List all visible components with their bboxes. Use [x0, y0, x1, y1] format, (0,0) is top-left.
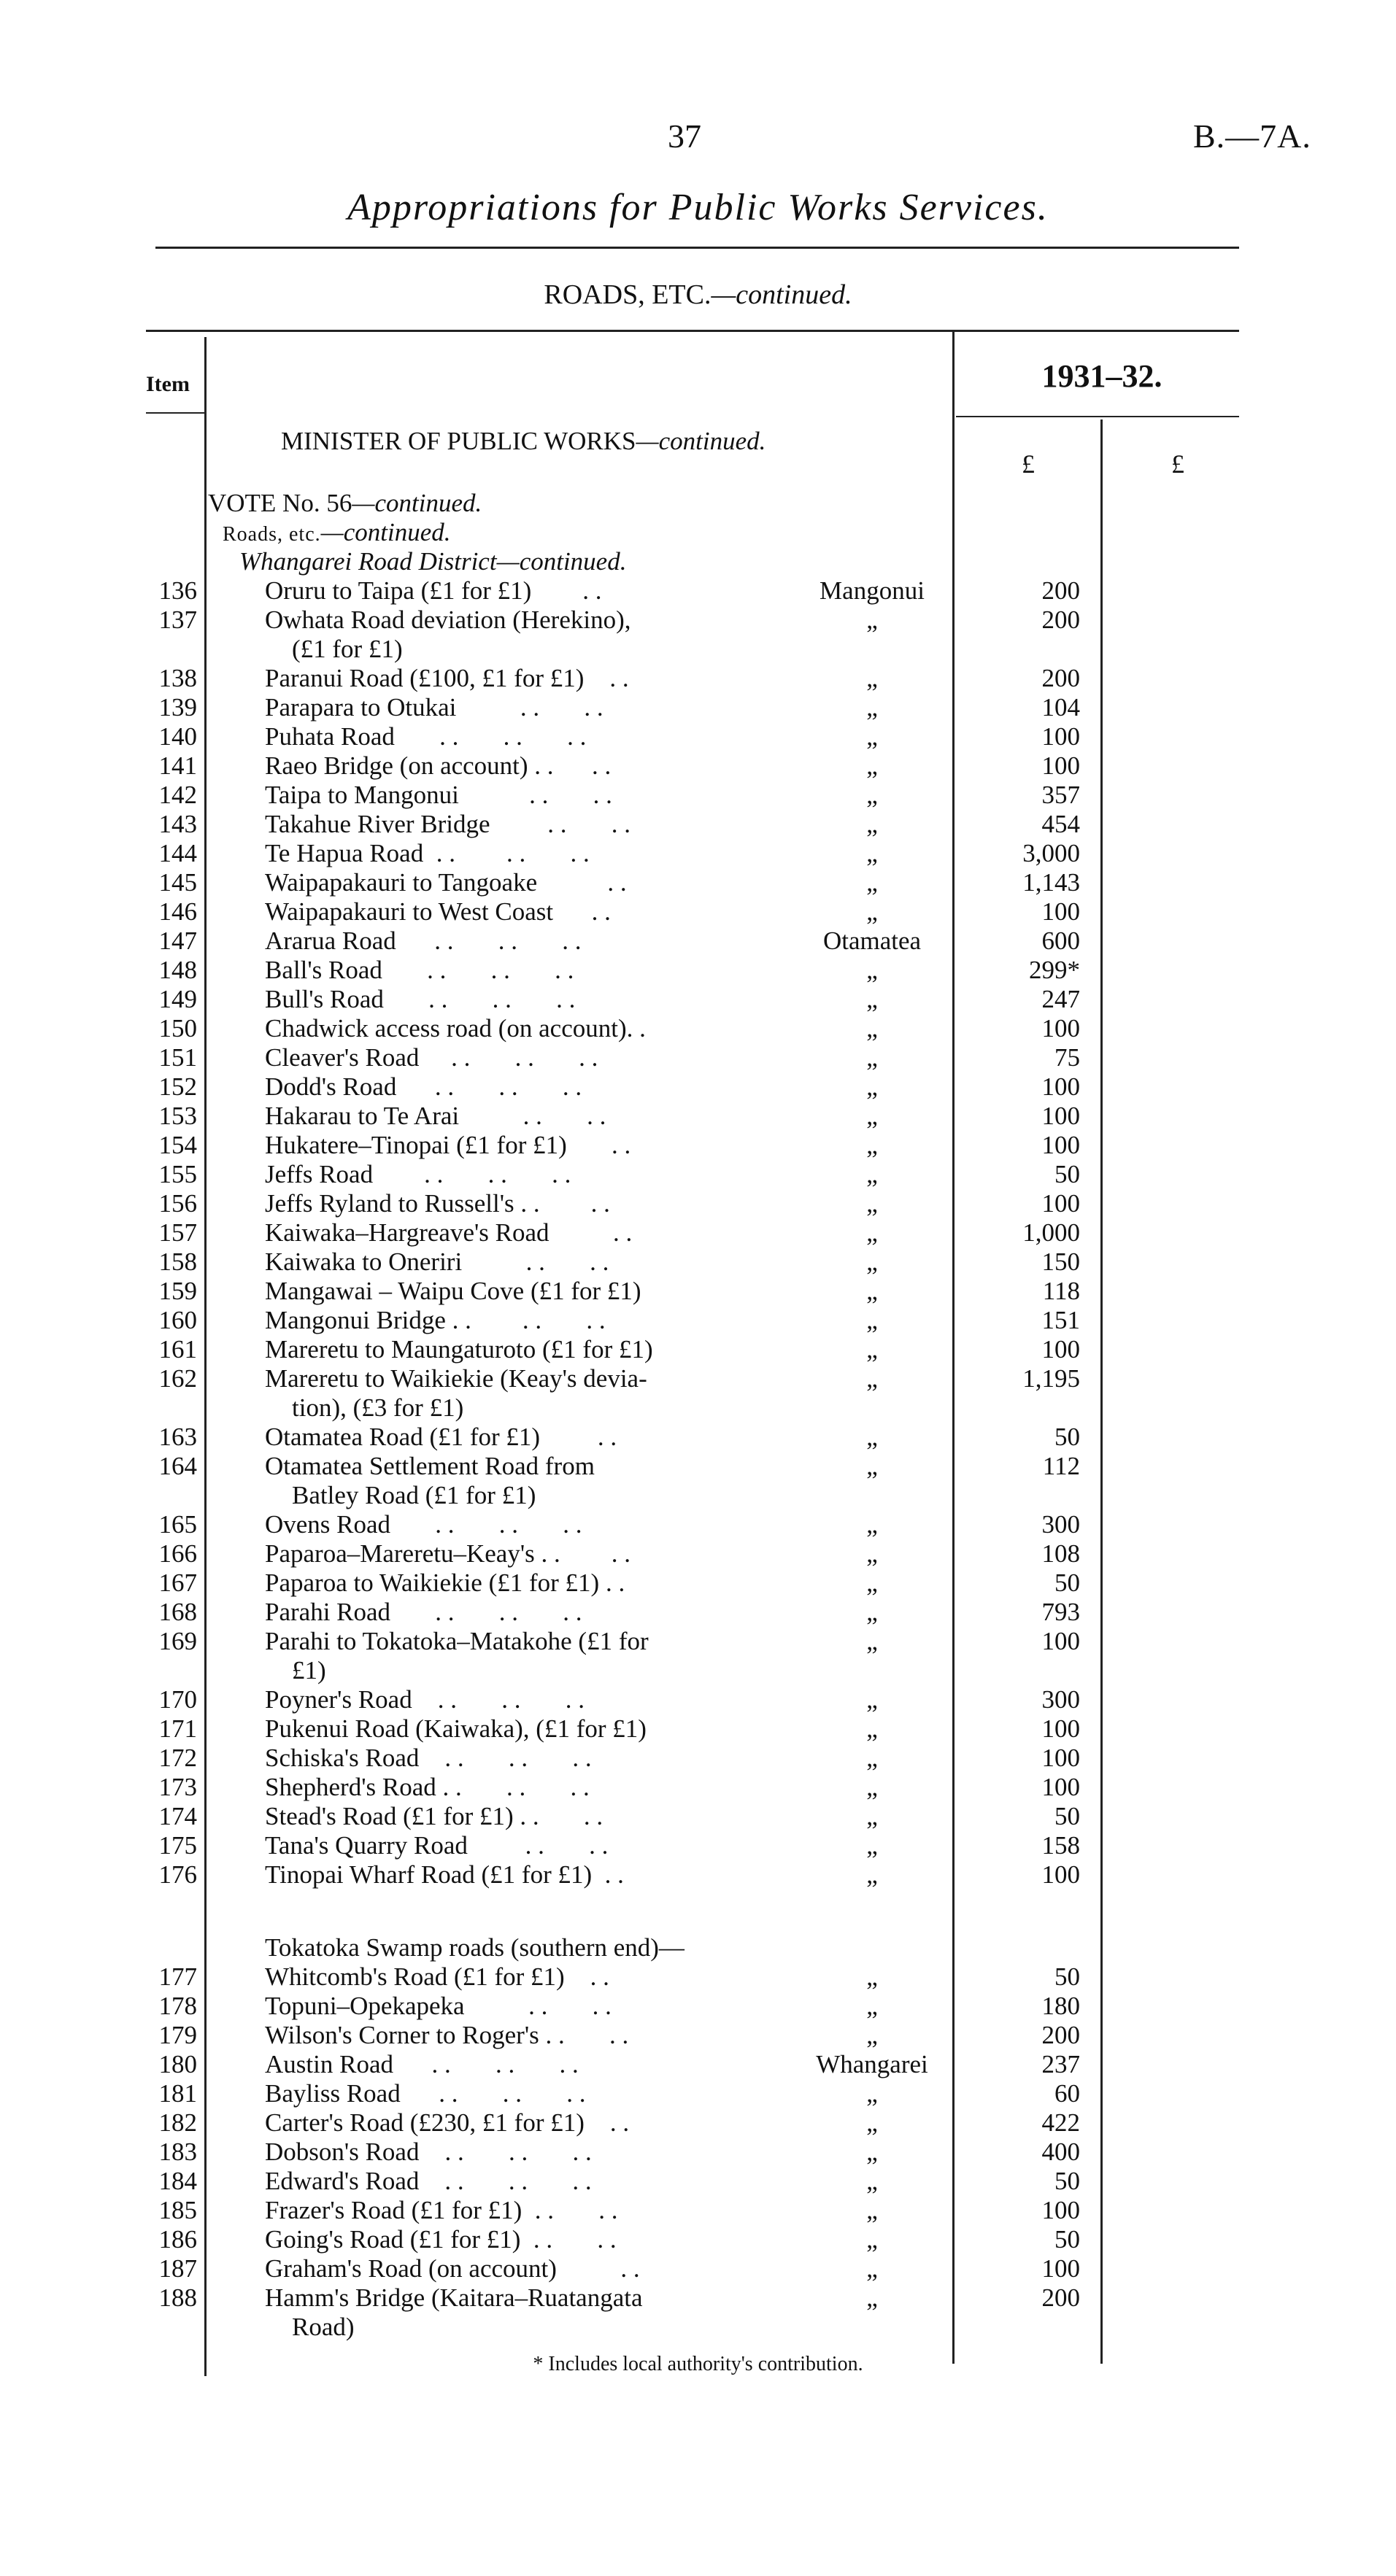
- row-road-name-continued: (£1 for £1): [292, 635, 403, 663]
- row-amount: 100: [1041, 1102, 1080, 1130]
- row-amount: 400: [1041, 2138, 1080, 2166]
- row-county: „: [866, 2196, 878, 2224]
- row-county: „: [866, 2167, 878, 2195]
- title-rule: [155, 247, 1239, 249]
- row-item-number: 136: [158, 576, 197, 605]
- row-amount: 100: [1041, 897, 1080, 926]
- row-county: „: [866, 1102, 878, 1130]
- row-road-name: Hakarau to Te Arai . . . .: [265, 1102, 606, 1130]
- row-road-name: Takahue River Bridge . . . .: [265, 810, 631, 838]
- district-continued: —continued.: [496, 547, 627, 576]
- row-road-name: Mareretu to Waikiekie (Keay's devia-: [265, 1364, 647, 1393]
- row-county: „: [866, 1685, 878, 1714]
- row-county: Otamatea: [822, 927, 922, 955]
- row-item-number: 181: [158, 2079, 197, 2108]
- row-county: „: [866, 1773, 878, 1801]
- row-amount: 300: [1041, 1510, 1080, 1539]
- row-item-number: 156: [158, 1189, 197, 1218]
- row-county: „: [866, 664, 878, 692]
- row-item-number: 145: [158, 868, 197, 897]
- row-county: „: [866, 1131, 878, 1159]
- row-item-number: 160: [158, 1306, 197, 1334]
- row-item-number: 148: [158, 956, 197, 984]
- row-county: „: [866, 1335, 878, 1364]
- year-column-header: 1931–32.: [1041, 358, 1162, 394]
- ministry-heading: [281, 427, 766, 456]
- row-road-name: Ararua Road . . . . . .: [265, 927, 582, 955]
- row-road-name: Cleaver's Road . . . . . .: [265, 1043, 598, 1072]
- row-county: „: [866, 781, 878, 809]
- row-county: Mangonui: [820, 576, 925, 605]
- row-county: „: [866, 1802, 878, 1830]
- row-road-name: Owhata Road deviation (Herekino),: [265, 606, 631, 634]
- row-county: „: [866, 1627, 878, 1655]
- row-amount: 108: [1041, 1539, 1080, 1568]
- vote-continued: —continued.: [352, 489, 482, 517]
- row-item-number: 155: [158, 1160, 197, 1188]
- roads-name: Roads, etc.: [223, 523, 321, 546]
- row-amount: 100: [1041, 2196, 1080, 2224]
- row-road-name: Ovens Road . . . . . .: [265, 1510, 582, 1539]
- row-county: „: [866, 2108, 878, 2137]
- row-road-name: Mangonui Bridge . . . . . .: [265, 1306, 606, 1334]
- row-amount: 100: [1041, 1860, 1080, 1889]
- row-road-name: Paranui Road (£100, £1 for £1) . .: [265, 664, 629, 692]
- row-item-number: 158: [158, 1248, 197, 1276]
- row-item-number: 162: [158, 1364, 197, 1393]
- row-road-name-continued: tion), (£3 for £1): [292, 1393, 464, 1422]
- row-item-number: 182: [158, 2108, 197, 2137]
- row-amount: 50: [1054, 1569, 1080, 1597]
- row-amount: 100: [1041, 1627, 1080, 1655]
- row-road-name: Parahi Road . . . . . .: [265, 1598, 582, 1626]
- ministry-continued: —continued.: [636, 427, 766, 455]
- row-item-number: 171: [158, 1714, 197, 1743]
- row-amount: 100: [1041, 1773, 1080, 1801]
- row-amount: 100: [1041, 1014, 1080, 1043]
- row-road-name: Te Hapua Road . . . . . .: [265, 839, 590, 867]
- item-column-header: Item: [146, 372, 190, 396]
- row-county: „: [866, 751, 878, 780]
- row-item-number: 161: [158, 1335, 197, 1364]
- row-item-number: 178: [158, 1992, 197, 2020]
- row-road-name: Raeo Bridge (on account) . . . .: [265, 751, 612, 780]
- row-county: „: [866, 1744, 878, 1772]
- row-item-number: 152: [158, 1072, 197, 1101]
- row-amount: 200: [1041, 2283, 1080, 2312]
- row-road-name: Stead's Road (£1 for £1) . . . .: [265, 1802, 603, 1830]
- row-item-number: 150: [158, 1014, 197, 1043]
- row-amount: 100: [1041, 1189, 1080, 1218]
- row-amount: 112: [1042, 1452, 1080, 1480]
- row-county: „: [866, 2254, 878, 2283]
- district-heading: [239, 547, 626, 576]
- row-county: „: [866, 2138, 878, 2166]
- section-header: [0, 279, 1396, 311]
- row-road-name: Poyner's Road . . . . . .: [265, 1685, 585, 1714]
- row-road-name: Otamatea Settlement Road from: [265, 1452, 595, 1480]
- row-road-name: Going's Road (£1 for £1) . . . .: [265, 2225, 617, 2254]
- row-county: „: [866, 2079, 878, 2108]
- row-item-number: 173: [158, 1773, 197, 1801]
- row-county: „: [866, 1962, 878, 1991]
- row-amount: 50: [1054, 1423, 1080, 1451]
- row-county: „: [866, 1423, 878, 1451]
- row-amount: 158: [1041, 1831, 1080, 1860]
- row-amount: 793: [1041, 1598, 1080, 1626]
- row-amount: 50: [1054, 1962, 1080, 1991]
- row-item-number: 174: [158, 1802, 197, 1830]
- row-amount: 100: [1041, 722, 1080, 751]
- row-county: „: [866, 1831, 878, 1860]
- row-road-name: Topuni–Opekapeka . . . .: [265, 1992, 612, 2020]
- row-item-number: 142: [158, 781, 197, 809]
- row-county: „: [866, 1160, 878, 1188]
- row-road-name: Bayliss Road . . . . . .: [265, 2079, 586, 2108]
- row-item-number: 175: [158, 1831, 197, 1860]
- row-county: „: [866, 1306, 878, 1334]
- row-amount: 357: [1041, 781, 1080, 809]
- row-road-name: Mareretu to Maungaturoto (£1 for £1): [265, 1335, 653, 1364]
- row-road-name: Mangawai – Waipu Cove (£1 for £1): [265, 1277, 641, 1305]
- row-road-name-continued: Road): [292, 2313, 355, 2341]
- row-item-number: 154: [158, 1131, 197, 1159]
- row-county: „: [866, 1189, 878, 1218]
- row-item-number: 143: [158, 810, 197, 838]
- row-county: Whangarei: [816, 2050, 928, 2078]
- row-road-name-continued: Batley Road (£1 for £1): [292, 1481, 536, 1509]
- row-road-name: Wilson's Corner to Roger's . . . .: [265, 2021, 629, 2049]
- row-item-number: 166: [158, 1539, 197, 1568]
- row-county: „: [866, 693, 878, 722]
- row-amount: 200: [1041, 664, 1080, 692]
- vote-heading: [208, 489, 482, 518]
- row-amount: 454: [1041, 810, 1080, 838]
- row-item-number: 140: [158, 722, 197, 751]
- row-item-number: 144: [158, 839, 197, 867]
- row-road-name: Taipa to Mangonui . . . .: [265, 781, 612, 809]
- ministry-name: MINISTER OF PUBLIC WORKS: [281, 427, 636, 455]
- row-road-name: Jeffs Ryland to Russell's . . . .: [265, 1189, 610, 1218]
- row-county: „: [866, 985, 878, 1013]
- row-county: „: [866, 2283, 878, 2312]
- document-code: B.—7A.: [1193, 117, 1311, 155]
- row-county: „: [866, 1510, 878, 1539]
- row-county: „: [866, 1277, 878, 1305]
- row-amount: 3,000: [1022, 839, 1080, 867]
- row-road-name: Parahi to Tokatoka–Matakohe (£1 for: [265, 1627, 649, 1655]
- row-item-number: 185: [158, 2196, 197, 2224]
- district-name: Whangarei Road District: [239, 547, 497, 576]
- row-amount: 1,000: [1022, 1218, 1080, 1247]
- row-county: „: [866, 1539, 878, 1568]
- row-county: „: [866, 839, 878, 867]
- row-amount: 118: [1042, 1277, 1080, 1305]
- row-road-name: Otamatea Road (£1 for £1) . .: [265, 1423, 617, 1451]
- row-amount: 100: [1041, 1744, 1080, 1772]
- row-amount: 104: [1041, 693, 1080, 722]
- row-item-number: 183: [158, 2138, 197, 2166]
- row-road-name: Parapara to Otukai . . . .: [265, 693, 603, 722]
- row-amount: 247: [1041, 985, 1080, 1013]
- row-item-number: 177: [158, 1962, 197, 1991]
- row-road-name: Tinopai Wharf Road (£1 for £1) . .: [265, 1860, 624, 1889]
- row-road-name: Carter's Road (£230, £1 for £1) . .: [265, 2108, 630, 2137]
- row-road-name: Schiska's Road . . . . . .: [265, 1744, 592, 1772]
- row-road-name: Waipapakauri to West Coast . .: [265, 897, 611, 926]
- row-county: „: [866, 956, 878, 984]
- row-county: „: [866, 1043, 878, 1072]
- row-road-name: Ball's Road . . . . . .: [265, 956, 574, 984]
- row-amount: 237: [1041, 2050, 1080, 2078]
- subheading-tokatoka: Tokatoka Swamp roads (southern end)—: [265, 1933, 684, 1962]
- row-item-number: 153: [158, 1102, 197, 1130]
- row-county: „: [866, 1014, 878, 1043]
- row-item-number: 139: [158, 693, 197, 722]
- row-item-number: 187: [158, 2254, 197, 2283]
- row-road-name: Kaiwaka to Oneriri . . . .: [265, 1248, 609, 1276]
- row-amount: 60: [1054, 2079, 1080, 2108]
- row-county: „: [866, 1860, 878, 1889]
- row-item-number: 163: [158, 1423, 197, 1451]
- row-item-number: 141: [158, 751, 197, 780]
- row-item-number: 172: [158, 1744, 197, 1772]
- row-item-number: 147: [158, 927, 197, 955]
- row-amount: 300: [1041, 1685, 1080, 1714]
- row-road-name: Paparoa to Waikiekie (£1 for £1) . .: [265, 1569, 625, 1597]
- row-road-name: Whitcomb's Road (£1 for £1) . .: [265, 1962, 609, 1991]
- row-amount: 100: [1041, 751, 1080, 780]
- row-amount: 151: [1041, 1306, 1080, 1334]
- row-item-number: 146: [158, 897, 197, 926]
- vote-name: VOTE No. 56: [208, 489, 352, 517]
- row-county: „: [866, 1452, 878, 1480]
- pound-header-2: £: [1171, 449, 1184, 479]
- row-amount: 150: [1041, 1248, 1080, 1276]
- row-amount: 100: [1041, 1335, 1080, 1364]
- row-item-number: 168: [158, 1598, 197, 1626]
- row-item-number: 186: [158, 2225, 197, 2254]
- row-road-name: Hamm's Bridge (Kaitara–Ruatangata: [265, 2283, 643, 2312]
- page-title: Appropriations for Public Works Services.: [347, 187, 1049, 228]
- row-amount: 50: [1054, 1160, 1080, 1188]
- row-county: „: [866, 1992, 878, 2020]
- row-road-name: Frazer's Road (£1 for £1) . . . .: [265, 2196, 618, 2224]
- row-item-number: 157: [158, 1218, 197, 1247]
- row-item-number: 151: [158, 1043, 197, 1072]
- pound-column-divider: [1100, 419, 1103, 2364]
- roads-continued: —continued.: [320, 518, 451, 546]
- row-county: „: [866, 722, 878, 751]
- row-item-number: 137: [158, 606, 197, 634]
- row-amount: 75: [1054, 1043, 1080, 1072]
- row-amount: 299*: [1029, 956, 1080, 984]
- item-column-divider: [204, 337, 207, 2376]
- row-road-name: Puhata Road . . . . . .: [265, 722, 587, 751]
- row-item-number: 176: [158, 1860, 197, 1889]
- item-header-rule: [146, 412, 204, 414]
- row-item-number: 169: [158, 1627, 197, 1655]
- row-item-number: 170: [158, 1685, 197, 1714]
- row-county: „: [866, 868, 878, 897]
- row-amount: 100: [1041, 1714, 1080, 1743]
- row-county: „: [866, 1248, 878, 1276]
- row-county: „: [866, 1569, 878, 1597]
- row-amount: 600: [1041, 927, 1080, 955]
- row-county: „: [866, 897, 878, 926]
- row-item-number: 188: [158, 2283, 197, 2312]
- footnote: * Includes local authority's contribution.: [533, 2353, 863, 2375]
- row-amount: 180: [1041, 1992, 1080, 2020]
- row-amount: 1,195: [1022, 1364, 1080, 1393]
- row-item-number: 149: [158, 985, 197, 1013]
- row-amount: 200: [1041, 576, 1080, 605]
- row-road-name: Graham's Road (on account) . .: [265, 2254, 640, 2283]
- row-item-number: 184: [158, 2167, 197, 2195]
- row-amount: 1,143: [1022, 868, 1080, 897]
- page-number: 37: [668, 117, 701, 155]
- row-amount: 100: [1041, 2254, 1080, 2283]
- row-road-name: Edward's Road . . . . . .: [265, 2167, 592, 2195]
- row-county: „: [866, 2021, 878, 2049]
- row-road-name: Jeffs Road . . . . . .: [265, 1160, 571, 1188]
- row-county: „: [866, 606, 878, 634]
- row-amount: 50: [1054, 2225, 1080, 2254]
- row-item-number: 179: [158, 2021, 197, 2049]
- section-continued: —continued.: [711, 279, 852, 310]
- row-county: „: [866, 2225, 878, 2254]
- row-item-number: 167: [158, 1569, 197, 1597]
- row-county: „: [866, 1598, 878, 1626]
- row-road-name: Dodd's Road . . . . . .: [265, 1072, 582, 1101]
- table-top-rule: [146, 330, 1239, 332]
- row-road-name: Paparoa–Mareretu–Keay's . . . .: [265, 1539, 631, 1568]
- row-item-number: 180: [158, 2050, 197, 2078]
- row-road-name: Oruru to Taipa (£1 for £1) . .: [265, 576, 602, 605]
- row-road-name: Bull's Road . . . . . .: [265, 985, 576, 1013]
- section-title: ROADS, ETC.: [544, 279, 712, 310]
- row-county: „: [866, 810, 878, 838]
- roads-heading: [223, 518, 451, 549]
- row-road-name: Austin Road . . . . . .: [265, 2050, 579, 2078]
- row-amount: 200: [1041, 606, 1080, 634]
- row-road-name: Tana's Quarry Road . . . .: [265, 1831, 609, 1860]
- row-road-name: Dobson's Road . . . . . .: [265, 2138, 592, 2166]
- row-amount: 50: [1054, 1802, 1080, 1830]
- row-county: „: [866, 1072, 878, 1101]
- row-amount: 50: [1054, 2167, 1080, 2195]
- amount-column-divider: [952, 332, 955, 2364]
- row-county: „: [866, 1364, 878, 1393]
- row-item-number: 164: [158, 1452, 197, 1480]
- row-item-number: 159: [158, 1277, 197, 1305]
- row-road-name: Chadwick access road (on account). .: [265, 1014, 646, 1043]
- row-county: „: [866, 1218, 878, 1247]
- row-amount: 100: [1041, 1072, 1080, 1101]
- row-amount: 422: [1041, 2108, 1080, 2137]
- row-road-name: Pukenui Road (Kaiwaka), (£1 for £1): [265, 1714, 647, 1743]
- row-road-name-continued: £1): [292, 1656, 326, 1685]
- row-amount: 200: [1041, 2021, 1080, 2049]
- row-item-number: 165: [158, 1510, 197, 1539]
- pound-header-1: £: [1022, 449, 1035, 479]
- row-road-name: Hukatere–Tinopai (£1 for £1) . .: [265, 1131, 631, 1159]
- row-item-number: 138: [158, 664, 197, 692]
- row-county: „: [866, 1714, 878, 1743]
- row-amount: 100: [1041, 1131, 1080, 1159]
- row-road-name: Waipapakauri to Tangoake . .: [265, 868, 627, 897]
- row-road-name: Shepherd's Road . . . . . .: [265, 1773, 590, 1801]
- row-road-name: Kaiwaka–Hargreave's Road . .: [265, 1218, 633, 1247]
- year-header-rule: [956, 416, 1239, 417]
